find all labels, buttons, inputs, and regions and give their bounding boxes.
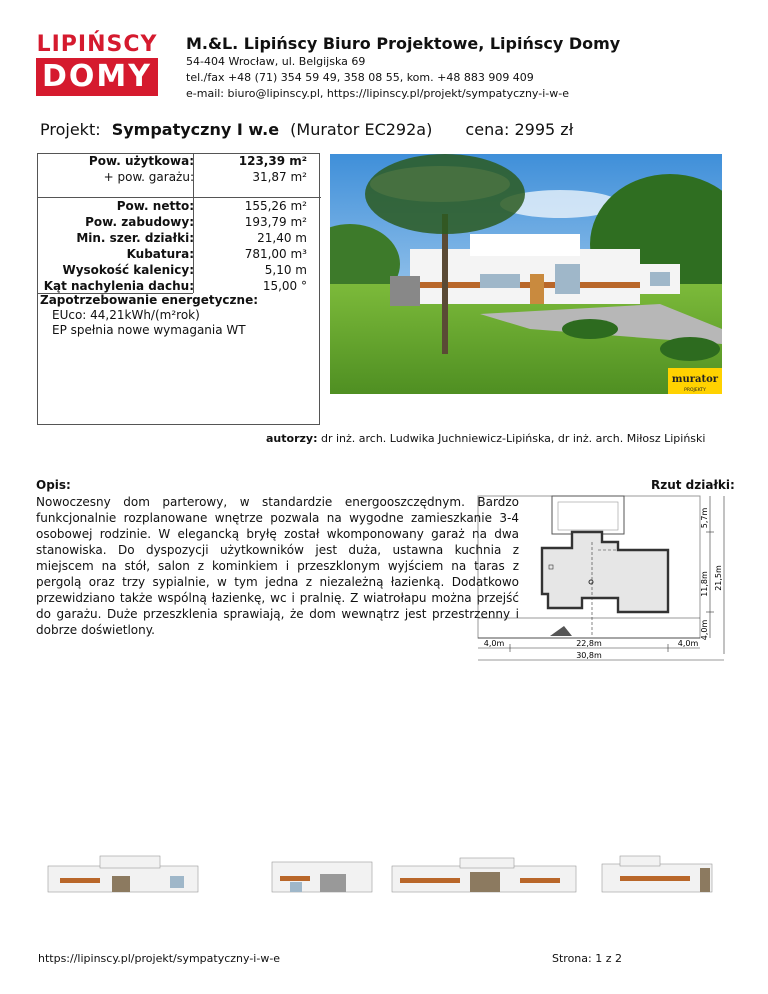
spec-value: 21,40 m <box>257 231 307 245</box>
energy-ep: EP spełnia nowe wymagania WT <box>52 323 246 337</box>
description-text: Nowoczesny dom parterowy, w standardzie energooszczędnym. Bardzo funkcjonalnie rozplanowane wnętrze pozwala na wygodne zamieszkanie 3-4 osobowej rodzinie. W elegancką bryłę został wkomponowany garaż na dwa stanowiska. Do dyspozycji użytkowników jest duża, ustawna kuchnia z miejscem na stół, salon z kominkiem i przeszklonym wyjściem na taras z pergolą oraz trzy sypialnie, w tym jedna z niezależną łazienką. Dodatkowo przewidziano także wspólną łazienkę, wc i pralnię. Z wiatrołapu można przejść do garażu. Duże przeszklenia sprawiają, że dom wewnątrz jest przestrzenny i dobrze doświetlony. <box>36 495 519 637</box>
office-email: e-mail: biuro@lipinscy.pl, https://lipinscy.pl/projekt/sympatyczny-i-w-e <box>186 87 569 100</box>
authors-names: dr inż. arch. Ludwika Juchniewicz-Lipińska, dr inż. arch. Miłosz Lipiński <box>320 432 706 445</box>
plot-dim-bottom-total: 30,8m <box>576 651 602 660</box>
table-divider <box>38 197 321 198</box>
spec-value: 5,10 m <box>264 263 307 277</box>
project-name: Sympatyczny I w.e <box>111 120 280 139</box>
spec-label: Min. szer. działki: <box>76 231 194 245</box>
elevation-front <box>48 856 198 892</box>
elevation-drawings <box>40 842 730 902</box>
plot-dim-bottom-1: 4,0m <box>483 639 505 648</box>
office-title: M.&L. Lipińscy Biuro Projektowe, Lipińscy Domy <box>186 34 621 53</box>
footer-page-number: Strona: 1 z 2 <box>552 952 622 965</box>
energy-euco: EUco: 44,21kWh/(m²rok) <box>52 308 200 322</box>
spec-label: Pow. zabudowy: <box>85 215 194 229</box>
energy-title: Zapotrzebowanie energetyczne: <box>40 293 259 307</box>
description-heading: Opis: <box>36 478 71 492</box>
project-label: Projekt: <box>40 120 101 139</box>
authors-line <box>266 432 705 445</box>
spec-value: 123,39 m² <box>238 154 307 168</box>
spec-label: Pow. użytkowa: <box>88 154 194 168</box>
spec-value: 193,79 m² <box>244 215 307 229</box>
brand-logo <box>36 32 158 96</box>
logo-top-text: LIPIŃSCY <box>36 32 158 57</box>
spec-table <box>37 153 320 425</box>
authors-label: autorzy: <box>266 432 318 445</box>
plot-heading: Rzut działki: <box>651 478 735 492</box>
elevation-garden <box>392 858 576 892</box>
elevation-side <box>602 856 712 892</box>
spec-label: Kąt nachylenia dachu: <box>43 279 194 293</box>
elevation-garage <box>272 862 372 892</box>
spec-label: Kubatura: <box>126 247 194 261</box>
plot-dim-right-total: 21,5m <box>714 565 723 591</box>
spec-value: 781,00 m³ <box>244 247 307 261</box>
plot-dim-right-2: 11,8m <box>700 571 709 597</box>
logo-bottom-text: DOMY <box>36 58 158 96</box>
spec-value: 155,26 m² <box>244 199 307 213</box>
office-address: 54-404 Wrocław, ul. Belgijska 69 <box>186 55 366 68</box>
project-code: (Murator EC292a) <box>290 120 433 139</box>
spec-value: 31,87 m² <box>252 170 307 184</box>
plot-dim-right-1: 5,7m <box>700 507 709 529</box>
spec-label: Wysokość kalenicy: <box>62 263 194 277</box>
plot-dim-right-3: 4,0m <box>700 619 709 641</box>
badge-subtext: PROJEKTY <box>684 388 706 393</box>
plot-dim-bottom-2: 22,8m <box>576 639 602 648</box>
plot-plan <box>472 486 734 666</box>
plot-dim-bottom-3: 4,0m <box>677 639 699 648</box>
spec-label: Pow. netto: <box>116 199 194 213</box>
project-price: cena: 2995 zł <box>465 120 574 139</box>
spec-row <box>38 170 321 188</box>
office-phone: tel./fax +48 (71) 354 59 49, 358 08 55, kom. +48 883 909 409 <box>186 71 534 84</box>
spec-label: + pow. garażu: <box>103 170 194 184</box>
spec-value: 15,00 ° <box>262 279 307 293</box>
badge-text: murator <box>671 374 719 385</box>
project-line <box>40 120 573 139</box>
house-photo <box>330 154 722 394</box>
footer-url[interactable]: https://lipinscy.pl/projekt/sympatyczny-i-w-e <box>38 952 281 965</box>
